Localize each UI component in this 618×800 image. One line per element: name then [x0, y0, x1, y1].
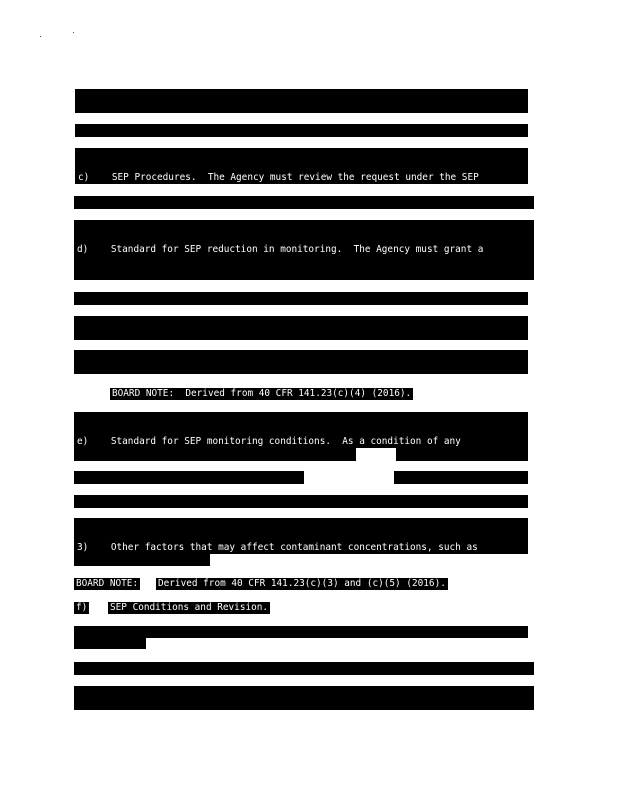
scan-speck — [40, 36, 41, 37]
text-block-system-vulnerability — [75, 89, 528, 113]
board-note-c3 — [74, 662, 534, 675]
sep-conditions-heading: SEP Conditions and Revision. — [110, 602, 269, 613]
subsection-c-sep-procedures — [75, 148, 528, 184]
subsection-e-monitoring-conditions — [74, 412, 528, 461]
unredacted-gap — [356, 448, 396, 461]
item-d3-new-water-source — [74, 350, 528, 374]
unredacted-gap — [210, 554, 528, 566]
unredacted-gap — [146, 638, 528, 649]
board-note-c4: BOARD NOTE: Derived from 40 CFR 141.23(c)(4) (2016). — [112, 388, 412, 399]
unredacted-gap — [304, 471, 394, 484]
board-note-c3-c5: Derived from 40 CFR 141.23(c)(3) and (c)(5) (2016). — [158, 578, 446, 589]
item-d1-cws-suppliers — [74, 292, 528, 305]
text-line: c) SEP Procedures. The Agency must review the request under the SEP — [78, 172, 479, 184]
subsection-f-label: f) — [76, 602, 88, 613]
scan-speck — [73, 32, 74, 33]
text-line: e) Standard for SEP monitoring conditions. As a condition of any — [77, 436, 461, 448]
board-note-c2-c6 — [75, 124, 528, 137]
text-line: d) Standard for SEP reduction in monitoring. The Agency must grant a — [77, 244, 484, 256]
item-e2-degree-variation — [74, 495, 528, 508]
subsection-d-standard-reduction — [74, 220, 534, 280]
board-note-c6 — [74, 196, 534, 209]
board-note-label: BOARD NOTE: — [76, 578, 139, 589]
item-d2-sws-suppliers — [74, 316, 528, 340]
text-line: 3) Other factors that may affect contaminant concentrations, such as — [77, 542, 478, 554]
item-f2-issuing-sep — [74, 686, 534, 710]
item-e1-reported-concentrations — [74, 471, 528, 484]
